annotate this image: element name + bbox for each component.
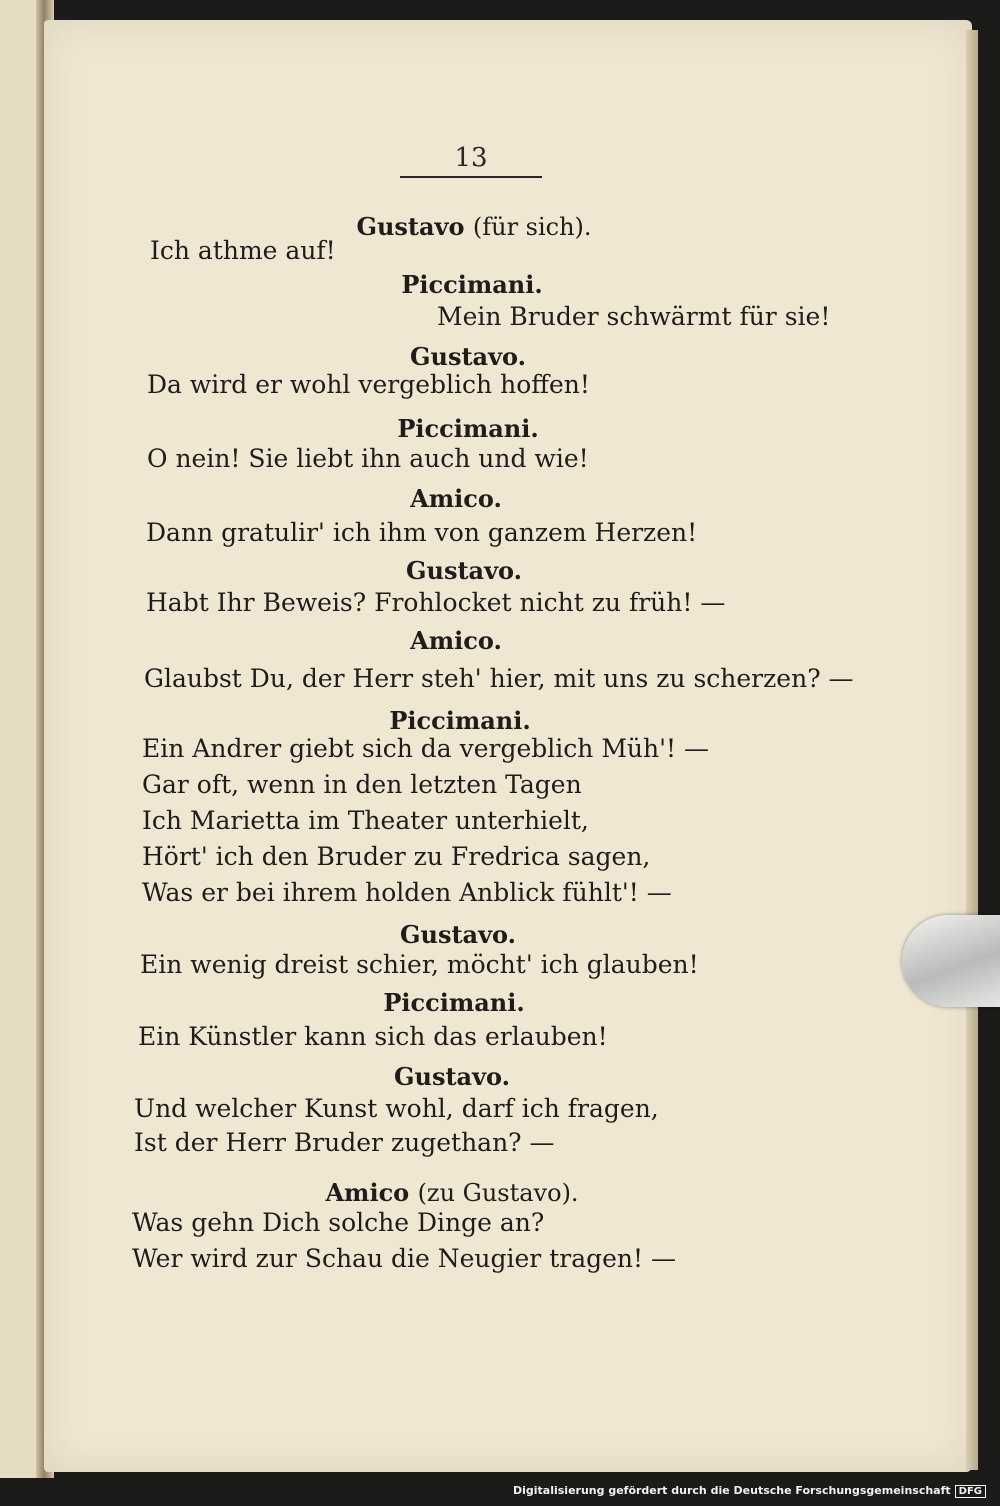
verse-line: O nein! Sie liebt ihn auch und wie! [147, 444, 589, 473]
verse-line: Und welcher Kunst wohl, darf ich fragen, [134, 1094, 659, 1123]
page-clip [902, 915, 1000, 1007]
verse-line: Ein Künstler kann sich das erlauben! [138, 1022, 608, 1051]
speaker-heading: Piccimani. [383, 988, 525, 1017]
verse-line: Habt Ihr Beweis? Frohlocket nicht zu früh! — [146, 588, 726, 617]
digitization-credit: Digitalisierung gefördert durch die Deutsche Forschungsgemeinschaft DFG [513, 1484, 986, 1498]
verse-line: Ein Andrer giebt sich da vergeblich Müh'! — [142, 734, 709, 763]
verse-line: Ich athme auf! [150, 236, 336, 265]
speaker-heading: Gustavo. [400, 920, 516, 949]
verse-line: Mein Bruder schwärmt für sie! [437, 302, 831, 331]
verse-line: Ich Marietta im Theater unterhielt, [142, 806, 589, 835]
speaker-heading: Gustavo. [410, 342, 526, 371]
verse-line: Hört' ich den Bruder zu Fredrica sagen, [142, 842, 651, 871]
verse-line: Glaubst Du, der Herr steh' hier, mit uns zu scherzen? — [144, 664, 854, 693]
speaker-heading: Piccimani. [401, 270, 543, 299]
speaker-heading: Amico. [410, 626, 502, 655]
verse-line: Gar oft, wenn in den letzten Tagen [142, 770, 582, 799]
verse-line: Ist der Herr Bruder zugethan? — [134, 1128, 555, 1157]
verse-line: Was er bei ihrem holden Anblick fühlt'! — [142, 878, 672, 907]
speaker-heading: Amico. [410, 484, 502, 513]
page-number: 13 [454, 143, 488, 173]
speaker-heading: Gustavo. [394, 1062, 510, 1091]
dfg-logo-icon: DFG [955, 1485, 986, 1498]
speaker-heading: Amico (zu Gustavo). [325, 1178, 579, 1207]
page-edge [966, 30, 978, 1470]
speaker-heading: Piccimani. [397, 414, 539, 443]
verse-line: Was gehn Dich solche Dinge an? [132, 1208, 545, 1237]
speaker-heading: Gustavo (für sich). [356, 212, 592, 241]
verse-line: Ein wenig dreist schier, möcht' ich glauben! [140, 950, 699, 979]
header-rule [400, 176, 542, 178]
speaker-heading: Piccimani. [389, 706, 531, 735]
verse-line: Da wird er wohl vergeblich hoffen! [147, 370, 590, 399]
verse-line: Dann gratulir' ich ihm von ganzem Herzen! [146, 518, 698, 547]
verse-line: Wer wird zur Schau die Neugier tragen! — [132, 1244, 676, 1273]
speaker-heading: Gustavo. [406, 556, 522, 585]
